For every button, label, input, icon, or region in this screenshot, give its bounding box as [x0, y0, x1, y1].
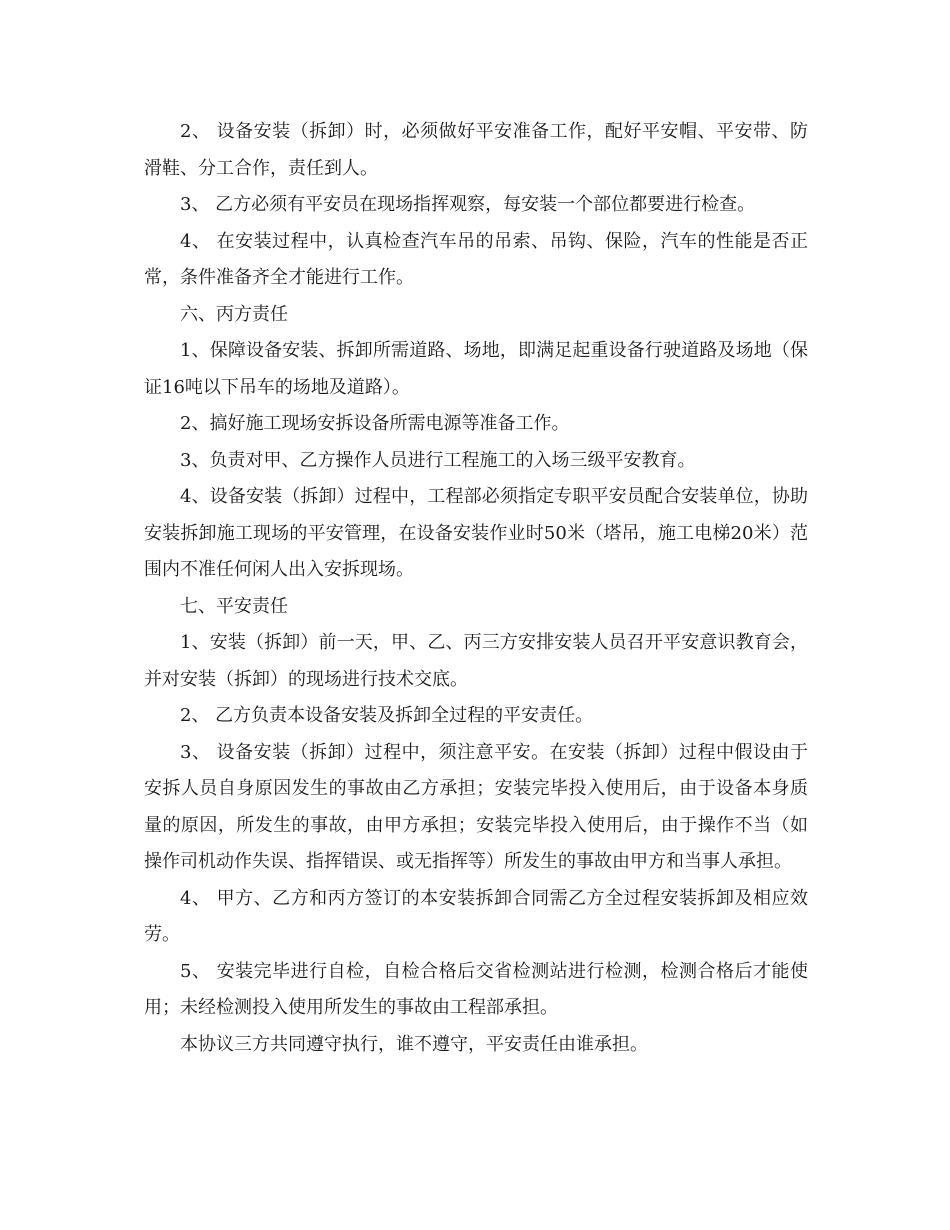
section-heading-party-c-responsibility: 六、丙方责任: [180, 303, 288, 325]
paragraph-c1-roads-site: 1、保障设备安装、拆卸所需道路、场地，即满足起重设备行驶道路及场地（保证16吨以下吊车的场地及道路）。: [144, 340, 808, 398]
paragraph-closing-agreement: 本协议三方共同遵守执行，谁不遵守，平安责任由谁承担。: [180, 1033, 648, 1055]
paragraph-item4-crane-check: 4、 在安装过程中，认真检查汽车吊的吊索、吊钩、保险，汽车的性能是否正常，条件准备齐全才能进行工作。: [144, 230, 808, 288]
paragraph-s4-contract-service: 4、 甲方、乙方和丙方签订的本安装拆卸合同需乙方全过程安装拆卸及相应效劳。: [144, 887, 808, 945]
section-heading-safety-responsibility: 七、平安责任: [180, 595, 288, 617]
document-body: [144, 114, 808, 1063]
paragraph-s2-party-b-responsibility: 2、 乙方负责本设备安装及拆卸全过程的平安责任。: [180, 705, 594, 726]
paragraph-s1-safety-meeting: 1、安装（拆卸）前一天，甲、乙、丙三方安排安装人员召开平安意识教育会，并对安装（拆卸）的现场进行技术交底。: [144, 632, 808, 690]
paragraph-c3-safety-education: 3、负责对甲、乙方操作人员进行工程施工的入场三级平安教育。: [180, 449, 696, 471]
paragraph-s3-accident-liability: 3、 设备安装（拆卸）过程中，须注意平安。在安装（拆卸）过程中假设由于安拆人员自身原因发生的事故由乙方承担；安装完毕投入使用后，由于设备本身质量的原因，所发生的事故，由甲方承担；安装完毕投入使用后，由于操作不当（如操作司机动作失误、指挥错误、或无指挥等）所发生的事故由甲方和当事人承担。: [144, 741, 808, 872]
paragraph-c2-power-supply: 2、搞好施工现场安拆设备所需电源等准备工作。: [180, 413, 570, 434]
paragraph-s5-inspection: 5、 安装完毕进行自检，自检合格后交省检测站进行检测，检测合格后才能使用；未经检测投入使用所发生的事故由工程部承担。: [144, 960, 808, 1018]
paragraph-item2-equipment-install-safety: 2、 设备安装（拆卸）时，必须做好平安准备工作，配好平安帽、平安带、防滑鞋、分工合作，责任到人。: [144, 121, 808, 179]
paragraph-item3-safety-officer: 3、 乙方必须有平安员在现场指挥观察，每安装一个部位都要进行检查。: [180, 194, 756, 215]
paragraph-c4-safety-officer-zone: 4、设备安装（拆卸）过程中，工程部必须指定专职平安员配合安装单位，协助安装拆卸施工现场的平安管理，在设备安装作业时50米（塔吊，施工电梯20米）范围内不准任何闲人出入安拆现场。: [144, 486, 808, 580]
